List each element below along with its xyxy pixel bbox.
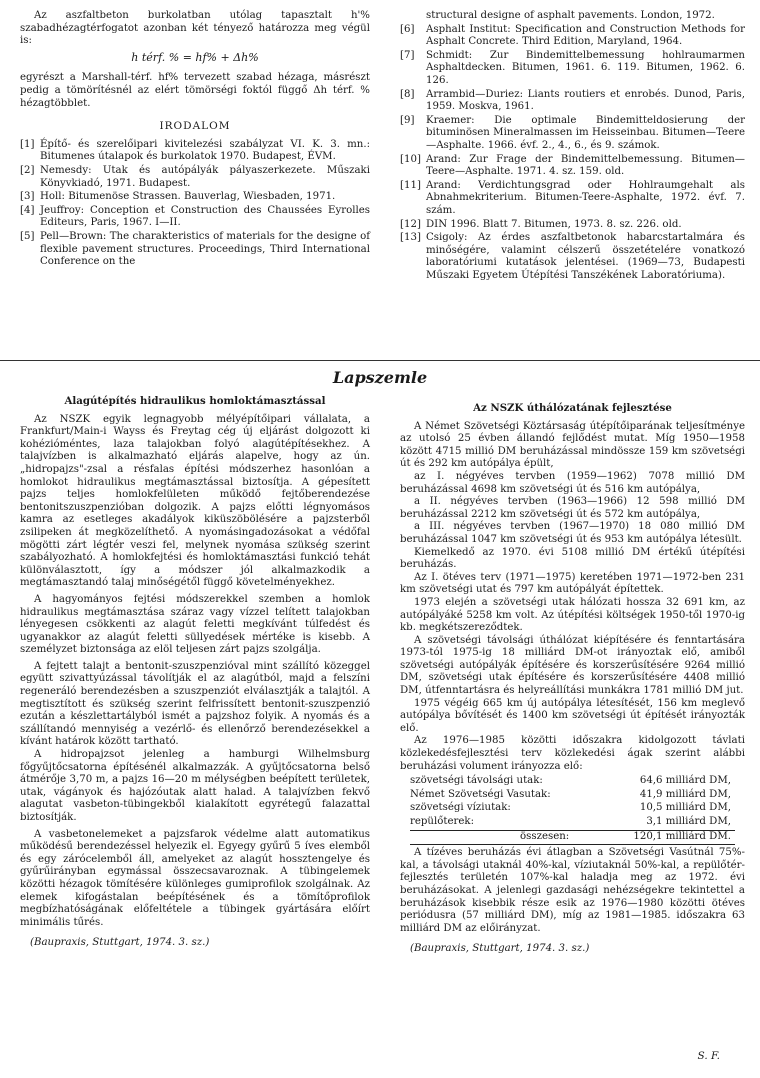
reference-text: Pell—Brown: The charakteristics of materials for the designe of flexible pavement structures. Proceedings, Third International Conference on the xyxy=(40,230,370,268)
reference-number: [4] xyxy=(20,204,35,216)
reference-number: [2] xyxy=(20,164,35,176)
paragraph: egyrészt a Marshall-térf. hf% tervezett szabad hézaga, másrészt pedig a tömörítésnél az elért tömörségi foktól függő Δh térf. % hézagtöbblet. xyxy=(20,72,370,109)
reference-text: Holl: Bitumenöse Strassen. Bauverlag, Wiesbaden, 1971. xyxy=(40,191,336,203)
paragraph: Az I. ötéves terv (1971—1975) keretében 1971—1972-ben 231 km szövetségi utat és 797 km autópályát építettek. xyxy=(400,571,745,596)
reference-item xyxy=(20,205,370,230)
table-total-row xyxy=(410,830,735,845)
reference-text: structural designe of asphalt pavements. London, 1972. xyxy=(426,10,715,21)
reference-text: DIN 1996. Blatt 7. Bitumen, 1973. 8. sz. 226. old. xyxy=(426,218,682,230)
reference-item xyxy=(20,191,370,204)
reference-item xyxy=(400,10,745,23)
table-row xyxy=(410,802,735,816)
left-article xyxy=(20,395,370,950)
paragraph: A fejtett talajt a bentonit-szuszpenzióval mint szállító közeggel együtt szivattyúzással távolítják el az alagútból, majd a felszíni regeneráló berendezésben a szuszpenziót elválasztják a talajtól. A megtisztított és szükség szerint felfrissített bentonit-szuszpenzió ezután a készlettartályból ismét a pajzshoz folyik. A nyomás és a szállítandó mennyiség a vezérlő- és ellenőrző berendezésekkel a kívánt határok között tartható. xyxy=(20,660,370,748)
references-list xyxy=(20,139,370,269)
source-citation: (Baupraxis, Stuttgart, 1974. 3. sz.) xyxy=(30,937,210,949)
investment-table xyxy=(410,775,735,845)
reference-number: [1] xyxy=(20,138,35,150)
row-label: Német Szövetségi Vasutak: xyxy=(410,788,551,800)
paragraph: A szövetségi távolsági úthálózat kiépítésére és fenntartására 1973-tól 1975-ig 18 milliárd DM-ot irányoztak elő, amiből szövetségi autópályák építésére és korszerűsítésére 9264 millió DM, szövetségi utak építésére és korszerűsítésére 4408 millió DM, útfenntartásra és helyreállítási munkákra 1781 millió DM jut. xyxy=(400,634,745,697)
reference-text: Arand: Zur Frage der Bindemittelbemessung. Bitumen—Teere—Asphalte. 1971. 4. sz. 159. old. xyxy=(426,153,745,178)
paragraph: 1975 végéig 665 km új autópálya létesítését, 156 km meglevő autópálya bővítését és 1400 km szövetségi út építését irányozták elő. xyxy=(400,697,745,734)
paragraph: a III. négyéves tervben (1967—1970) 18 080 millió DM beruházással 1047 km szövetségi út és 953 km autópálya létesült. xyxy=(400,521,745,545)
reference-number: [5] xyxy=(20,230,35,242)
article-title: Alagútépítés hidraulikus homloktámasztással xyxy=(64,395,326,407)
formula: h térf. % = hf% + Δh% xyxy=(131,50,259,64)
paragraph: A vasbetonelemeket a pajzsfarok védelme alatt automatikus működésű berendezéssel helyezik el. Egyegy gyűrű 5 íves elemből és egy zárócelemből áll, amelyeket az alagút hossztengelye és gyűrűirányban egymással összecsavaroznak. A tübingelemek közötti hézagok tömítésére különleges gumiprofilok szolgálnak. Az elemek kifogástalan beépítésének és a tömítőprofilok megbízhatóságának előfeltétele a tübingek gyártására előírt minimális tűrés. xyxy=(20,828,370,928)
paragraph: az I. négyéves tervben (1959—1962) 7078 millió DM beruházással 4698 km szövetségi út és 516 km autópálya, xyxy=(400,470,745,495)
paragraph: a II. négyéves tervben (1963—1966) 12 598 millió DM beruházással 2212 km szövetségi út és 572 km autópálya, xyxy=(400,496,745,520)
reference-item xyxy=(400,232,745,282)
reference-text: Nemesdy: Utak és autópályák pályaszerkezete. Műszaki Könyvkiadó, 1971. Budapest. xyxy=(40,164,370,189)
reference-text: Arand: Verdichtungsgrad oder Hohlraumgehalt als Abnahmekriterium. Bitumen-Teere-Asphalte, 1972. évf. 7. szám. xyxy=(426,179,745,216)
reference-text: Jeuffroy: Conception et Construction des Chaussées Eyrolles Editeurs, Paris, 1967. I—II. xyxy=(40,204,370,229)
reference-text: Kraemer: Die optimale Bindemitteldosierung der bituminösen Mineralmassen im Heisseinbau. Bitumen—Teere—Asphalte. 1966. évf. 2., 4., 6., és 9. számok. xyxy=(426,114,745,151)
reference-text: Schmidt: Zur Bindemittelbemessung hohlraumarmen Asphaltdecken. Bitumen, 1961. 6. 119. Bitumen, 1962. 6. 126. xyxy=(426,49,745,86)
table-row xyxy=(410,789,735,803)
table-row xyxy=(410,816,735,830)
row-label: szövetségi víziutak: xyxy=(410,802,511,814)
reference-item xyxy=(20,165,370,190)
reference-item xyxy=(400,24,745,49)
row-value: 64,6 milliárd DM, xyxy=(639,775,731,787)
article-title: Az NSZK úthálózatának fejlesztése xyxy=(473,402,672,414)
row-label: repülőterek: xyxy=(410,816,608,830)
paragraph: Az 1976—1985 közötti időszakra kidolgozott távlati közlekedésfejlesztési terv közlekedési ágak szerint alábbi beruházási volument irányozza elő: xyxy=(400,735,745,772)
paragraph: 1973 elején a szövetségi utak hálózati hossza 32 691 km, az autópályáké 5258 km volt. Az útépítési költségek 1950-től 1970-ig kb. megkétszereződtek. xyxy=(400,596,745,634)
total-value: 120,1 milliárd DM. xyxy=(608,830,735,845)
total-label: összesen: xyxy=(410,830,608,845)
paragraph: A tízéves beruházás évi átlagban a Szövetségi Vasútnál 75%-kal, a távolsági utaknál 40%-kal, víziutaknál 50%-kal, a repülőtér-fejlesztés területén 107%-kal haladja meg az 1972. évi beruházásokat. A jelenlegi gazdasági nehézségekre tekintettel a beruházások kisebbik része esik az 1976—1980 közötti ötéves periódusra (57 milliárd DM), míg az 1981—1985. időszakra 63 milliárd DM az előirányzat. xyxy=(400,847,745,934)
row-value: 3,1 milliárd DM, xyxy=(608,816,735,830)
reference-number xyxy=(400,10,426,23)
reference-item xyxy=(400,154,745,179)
source-citation: (Baupraxis, Stuttgart, 1974. 3. sz.) xyxy=(410,943,590,955)
reference-number: [12] xyxy=(400,218,421,230)
row-value: 10,5 milliárd DM, xyxy=(639,802,731,814)
row-label: szövetségi távolsági utak: xyxy=(410,775,543,787)
references-list xyxy=(400,10,745,282)
right-article xyxy=(400,402,745,956)
reference-text: Építő- és szerelőipari kivitelezési szabályzat VI. K. 3. mn.: Bitumenes útalapok és burkolatok 1970. Budapest, ÉVM. xyxy=(40,138,370,163)
reference-item xyxy=(400,219,745,232)
reference-number: [8] xyxy=(400,88,415,100)
section-title: Lapszemle xyxy=(332,368,428,387)
article-body xyxy=(400,421,745,774)
reference-number: [11] xyxy=(400,179,421,191)
row-value: 41,9 milliárd DM, xyxy=(639,788,731,800)
top-left-column xyxy=(20,10,370,270)
reference-text: Arrambid—Duriez: Liants routiers et enrobés. Dunod, Paris, 1959. Moskva, 1961. xyxy=(426,88,745,113)
reference-number: [3] xyxy=(20,191,35,203)
reference-item xyxy=(20,231,370,269)
top-right-column xyxy=(400,10,745,283)
paragraph: Kiemelkedő az 1970. évi 5108 millió DM értékű útépítési beruházás. xyxy=(400,546,745,571)
reference-text: Csigoly: Az érdes aszfaltbetonok habarcstartalmára és minőségére, valamint célszerű összetételére vonatkozó laboratóriumi kutatások jelentései. (1969—73, Budapesti Műszaki Egyetem Útépítési Tanszékének Laboratóriuma). xyxy=(426,232,745,281)
paragraph: A hagyományos fejtési módszerekkel szemben a homlok hidraulikus megtámasztása száraz vagy vízzel telített talajokban lényegesen csökkenti az alagút feletti megkívánt túlfedést és ugyanakkor az alagút feletti süllyedések mértéke is kisebb. A személyzet biztonsága az elöl teljesen zárt pajzs szolgálja. xyxy=(20,593,370,656)
signature: S. F. xyxy=(697,1050,720,1062)
reference-item xyxy=(20,139,370,164)
reference-text: Asphalt Institut: Specification and Construction Methods for Asphalt Concrete. Third Edition, Maryland, 1964. xyxy=(426,23,745,48)
article-body xyxy=(400,847,745,935)
reference-number: [7] xyxy=(400,49,415,61)
references-heading: IRODALOM xyxy=(159,120,231,133)
reference-number: [13] xyxy=(400,232,421,244)
reference-item xyxy=(400,180,745,218)
reference-number: [6] xyxy=(400,23,415,35)
paragraph: A Német Szövetségi Köztársaság útépítőiparának teljesítménye az utolsó 25 évben állandó fejlődést mutat. Míg 1950—1958 között 4715 millió DM beruházással mindössze 159 km szövetségi út és 292 km autópálya épült, xyxy=(400,420,745,470)
reference-number: [10] xyxy=(400,153,421,165)
paragraph: A hidropajzsot jelenleg a hamburgi Wilhelmsburg főgyűjtőcsatorna építésénél alkalmazzák. A gyűjtőcsatorna belső átmérője 3,70 m, a pajzs 16—20 m mélységben beépített területek, utak, vágányok és hajózóutak alatt halad. A talajvízben fekvő alagutat vasbeton-tübingekből kialakított egyrétegű falazattal biztosítják. xyxy=(20,749,370,823)
reference-item xyxy=(400,89,745,114)
reference-number: [9] xyxy=(400,114,415,126)
paragraph: Az NSZK egyik legnagyobb mélyépítőipari vállalata, a Frankfurt/Main-i Wayss és Freytag cég új eljárást dolgozott ki kohézióméntes, laza talajokban folyó alagútépítésekhez. A talajvízben is alkalmazható eljárás alapelve, hogy az ún. „hidropajzs"-zsal a résfalas építési módszerhez hasonlóan a homlokot hidraulikus megtámasztással biztosítja. A gépesített pajzs teljes homlokfelületen működő fejtőberendezése bentonitszuszpenzióban dolgozik. A pajzs előtti légnyomásos kamra az esetleges akadályok kiküszöbölésére a pajzsterből zsilipeken át megközelíthető. A nyomásingadozásokat a védőfal mögötti zárt légtér veszi fel, melynek nyomása szükség szerint szabályozható. A homlokfejtési és homloktámasztási funkció tehát különválasztott, így a módszer jól alkalmazkodik a megtámasztandó talaj minőségétől függő követelményekhez. xyxy=(20,413,370,589)
table-row xyxy=(410,775,735,789)
divider xyxy=(0,360,760,361)
paragraph: Az aszfaltbeton burkolatban utólag tapasztalt h'% szabadhézagtérfogatot azonban két tényező határozza meg végül is: xyxy=(20,10,370,47)
reference-item xyxy=(400,50,745,88)
reference-item xyxy=(400,115,745,153)
